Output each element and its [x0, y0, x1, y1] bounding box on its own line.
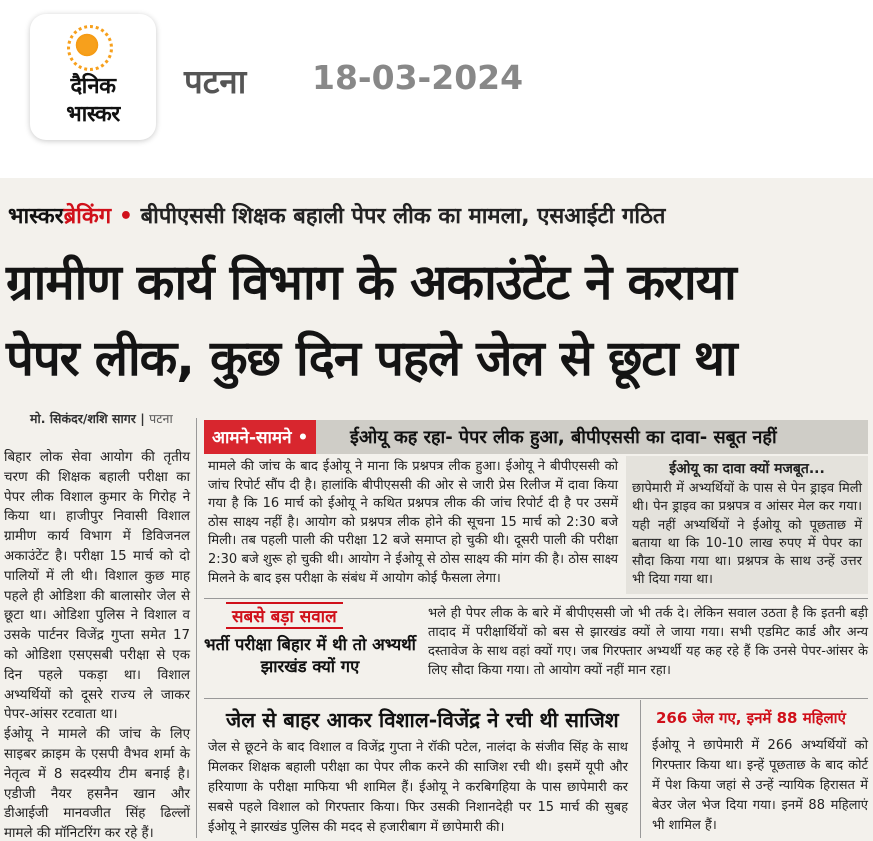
logo-line2: भास्कर	[66, 102, 120, 127]
left-column	[4, 448, 190, 841]
left-para-2: ईओयू ने मामले की जांच के लिए साइबर क्राइम के एसपी वैभव शर्मा के नेतृत्व में 8 सदस्यीय टीम बनाई है। एडीजी नैयर हसनैन खान और डीआईजी मानवजीत सिंह ढिल्लों मामले की मॉनिटरिंग कर रहे हैं।	[4, 727, 190, 841]
kicker-text: बीपीएससी शिक्षक बहाली पेपर लीक का मामला, एसआईटी गठित	[140, 204, 666, 229]
byline-city: पटना	[149, 411, 173, 426]
face-off-dot: •	[297, 428, 309, 448]
byline-authors: मो. सिकंदर/शशि सागर	[30, 411, 136, 426]
byline-separator: |	[135, 411, 150, 426]
face-off-body: मामले की जांच के बाद ईओयू ने माना कि प्रश्नपत्र लीक हुआ। ईओयू ने बीपीएससी को जांच रिपोर्ट सौंप दी है। हालांकि बीपीएससी की ओर से जारी प्रेस रिलीज में दावा किया गया है कि 16 मार्च को ईओयू ने कथित प्रश्नपत्र लीक की जांच रिपोर्ट दी है पर उसमें ठोस साक्ष्य नहीं है। आयोग को प्रश्नपत्र लीक होने की सूचना 15 मार्च को 2:30 बजे मिली। तब पहली पाली की परीक्षा 12 बजे समाप्त हो चुकी थी। दूसरी पाली की परीक्षा 2:30 बजे शुरू हो चुकी थी। आयोग ने ईओयू से ठोस साक्ष्य की मांग की है। ठोस साक्ष्य मिलने के बाद इस परीक्षा के संबंध में आयोग कोई फैसला लेगा।	[208, 459, 618, 586]
conspiracy-title: जेल से बाहर आकर विशाल-विजेंद्र ने रची थी साजिश	[226, 708, 619, 732]
column-divider	[640, 700, 641, 838]
article-kicker	[8, 200, 868, 240]
column-divider	[196, 418, 197, 838]
face-off-banner	[204, 420, 868, 454]
left-para-1: बिहार लोक सेवा आयोग की तृतीय चरण की शिक्षक बहाली परीक्षा का पेपर लीक विशाल कुमार के गिरोह ने किया था। हाजीपुर निवासी विशाल ग्रामीण कार्य विभाग में डिविजनल अकाउंटेंट है। परीक्षा 15 मार्च को दो पालियों में ली थी। विशाल कुछ माह पहले ही ओडिशा की बालासोर जेल से छूटा था। ओडिशा पुलिस ने विशाल व उसके पार्टनर विजेंद्र गुप्ता समेत 17 को ओडिशा एसएसबी परीक्षा से एक दिन पहले पकड़ा था। विशाल अभ्यर्थियों को दूसरे राज्य ले जाकर पेपर-आंसर रटवाता था।	[4, 450, 190, 723]
kicker-breaking: ब्रेकिंग	[63, 204, 112, 229]
section-divider	[204, 698, 868, 699]
byline	[30, 410, 173, 427]
edition-city: पटना	[184, 62, 247, 101]
face-off-tag-text: आमने-सामने	[212, 428, 292, 448]
claim-box-body: छापेमारी में अभ्यर्थियों के पास से पेन ड्राइव मिली थी। पेन ड्राइव का प्रश्नपत्र व आंसर मेल कर गया। यही नहीं अभ्यर्थियों ने ईओयू को पूछताछ में बताया था कि 10-10 लाख रुपए में पेपर का सौदा किया गया था। प्रश्नपत्र के साथ उन्हें उत्तर भी दिया गया था।	[632, 481, 862, 588]
claim-box-title: ईओयू का दावा क्यों मजबूत...	[669, 461, 825, 477]
claim-box	[626, 456, 868, 594]
big-question-text: भर्ती परीक्षा बिहार में थी तो अभ्यर्थी झारखंड क्यों गए	[204, 635, 416, 676]
headline-line1: ग्रामीण कार्य विभाग के अकाउंटेंट ने कराया	[6, 254, 736, 311]
kicker-brand: भास्कर	[8, 204, 64, 229]
big-question-body: भले ही पेपर लीक के बारे में बीपीएससी जो भी तर्क दे। लेकिन सवाल उठता है कि इतनी बड़ी तादाद में परीक्षार्थियों को बस से झारखंड क्यों ले जाया गया। सभी एडमिट कार्ड और अन्य दस्तावेज के साथ वहां क्यों गए। जब गिरफ्तार अभ्यर्थी यह कह रहे हैं कि उनसे पेपर-आंसर के लिए सौदा किया गया। तो आयोग क्यों नहीं मान रहा।	[428, 606, 868, 678]
big-question	[204, 602, 416, 686]
arrests-title: 266 जेल गए, इनमें 88 महिलाएं	[656, 709, 846, 727]
dainik-bhaskar-logo[interactable]	[30, 14, 156, 140]
headline-line2: पेपर लीक, कुछ दिन पहले जेल से छूटा था	[6, 330, 737, 387]
app-header	[0, 0, 873, 178]
sun-logo-icon	[74, 32, 100, 58]
kicker-dot: •	[118, 204, 133, 229]
big-question-tag: सबसे बड़ा सवाल	[226, 602, 343, 629]
section-divider	[204, 598, 868, 599]
arrests-body: ईओयू ने छापेमारी में 266 अभ्यर्थियों को गिरफ्तार किया था। इन्हें पूछताछ के बाद कोर्ट में पेश किया जहां से उन्हें न्यायिक हिरासत में बेउर जेल भेज दिया गया। इनमें 88 महिलाएं भी शामिल हैं।	[652, 738, 868, 833]
edition-date: 18-03-2024	[312, 58, 524, 97]
face-off-title: ईओयू कह रहा- पेपर लीक हुआ, बीपीएससी का दावा- सबूत नहीं	[350, 427, 777, 448]
logo-line1: दैनिक	[70, 74, 116, 99]
face-off-tag	[204, 420, 316, 454]
conspiracy-body: जेल से छूटने के बाद विशाल व विजेंद्र गुप्ता ने रॉकी पटेल, नालंदा के संजीव सिंह के साथ मिलकर शिक्षक बहाली परीक्षा का पेपर लीक करने की साजिश रची थी। इसमें यूपी और हरियाणा के परीक्षा माफिया भी शामिल हैं। ईओयू ने करबिगहिया के पास छापेमारी कर सबसे पहले विशाल को गिरफ्तार किया। फिर उसकी निशानदेही पर 15 मार्च की सुबह ईओयू ने झारखंड पुलिस की मदद से हजारीबाग में छापेमारी की।	[208, 740, 628, 835]
